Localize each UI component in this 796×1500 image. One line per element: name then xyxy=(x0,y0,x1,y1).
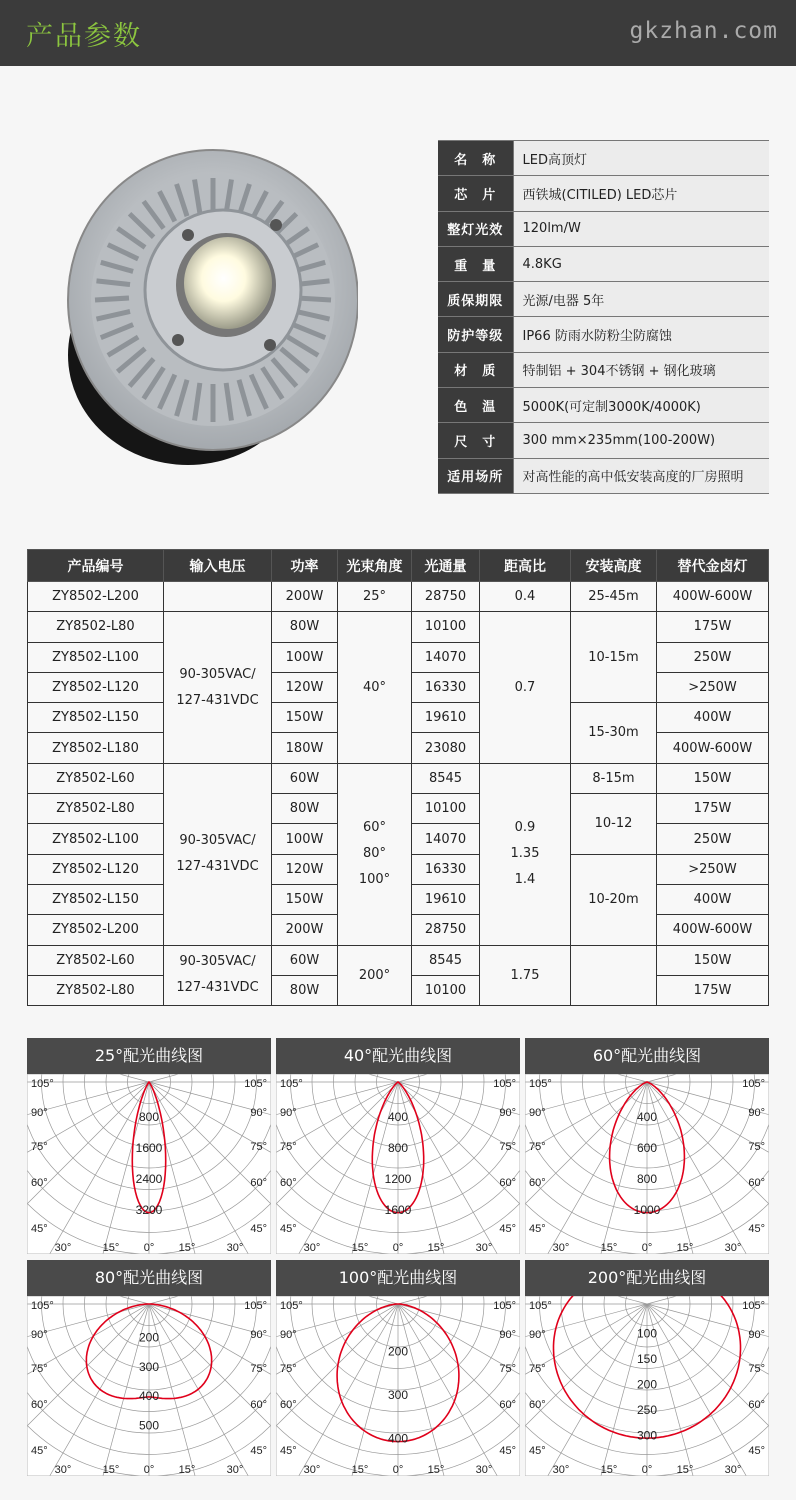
page-title: 产品参数 xyxy=(26,21,142,52)
spec-value: IP66 防雨水防粉尘防腐蚀 xyxy=(513,317,769,352)
radial-tick-label: 200 xyxy=(636,1377,658,1392)
angle-label: 90° xyxy=(250,1107,267,1119)
angle-label: 60° xyxy=(499,1399,516,1411)
replace-cell: 175W xyxy=(657,612,769,642)
radial-tick-label: 250 xyxy=(636,1402,658,1417)
radial-tick-label: 300 xyxy=(387,1388,409,1403)
product-image xyxy=(58,140,358,500)
angle-label: 60° xyxy=(31,1399,48,1411)
power-cell: 80W xyxy=(272,975,338,1005)
polar-chart xyxy=(525,1296,769,1476)
spec-value: 120lm/W xyxy=(513,211,769,246)
angle-label: 45° xyxy=(280,1445,297,1457)
angle-label: 75° xyxy=(748,1141,765,1153)
angle-label: 15° xyxy=(102,1242,120,1254)
angle-label: 75° xyxy=(499,1363,516,1375)
model-cell: ZY8502-L200 xyxy=(28,582,164,612)
flux-cell: 10100 xyxy=(412,612,480,642)
angle-label: 60° xyxy=(31,1177,48,1189)
angle-label: 105° xyxy=(529,1078,552,1090)
model-cell: ZY8502-L120 xyxy=(28,854,164,884)
model-cell: ZY8502-L60 xyxy=(28,763,164,793)
replace-cell: 400W-600W xyxy=(657,915,769,945)
radial-tick-label: 600 xyxy=(636,1141,658,1156)
chart-title: 40°配光曲线图 xyxy=(276,1038,520,1074)
angle-label: 75° xyxy=(31,1141,48,1153)
flux-cell: 8545 xyxy=(412,763,480,793)
radial-tick-label: 300 xyxy=(138,1359,160,1374)
ratio-cell: 1.75 xyxy=(480,945,571,1006)
angle-label: 0° xyxy=(392,1242,404,1254)
beam-angle-cell: 60° 80° 100° xyxy=(338,763,412,945)
radial-tick-label: 3200 xyxy=(135,1203,163,1218)
angle-label: 105° xyxy=(529,1300,552,1312)
spec-value: 西铁城(CITILED) LED芯片 xyxy=(513,176,769,211)
replace-cell: 400W xyxy=(657,884,769,914)
polar-chart-panel xyxy=(27,1038,271,1254)
angle-label: 90° xyxy=(748,1329,765,1341)
column-header: 输入电压 xyxy=(164,550,272,582)
radial-tick-label: 400 xyxy=(387,1431,409,1446)
spec-row xyxy=(438,211,769,246)
angle-label: 30° xyxy=(724,1464,742,1476)
angle-label: 45° xyxy=(31,1445,48,1457)
column-header: 安装高度 xyxy=(571,550,657,582)
flux-cell: 16330 xyxy=(412,854,480,884)
spec-key: 质保期限 xyxy=(438,282,513,317)
spec-key: 芯 片 xyxy=(438,176,513,211)
spec-row xyxy=(438,388,769,423)
replace-cell: 175W xyxy=(657,794,769,824)
power-cell: 150W xyxy=(272,703,338,733)
angle-label: 90° xyxy=(529,1329,546,1341)
angle-label: 75° xyxy=(250,1141,267,1153)
angle-label: 90° xyxy=(499,1329,516,1341)
replace-cell: >250W xyxy=(657,854,769,884)
angle-label: 90° xyxy=(499,1107,516,1119)
spec-table xyxy=(438,140,769,494)
chart-title: 200°配光曲线图 xyxy=(525,1260,769,1296)
polar-chart xyxy=(27,1074,271,1254)
angle-label: 0° xyxy=(392,1464,404,1476)
replace-cell: 400W-600W xyxy=(657,582,769,612)
power-cell: 120W xyxy=(272,672,338,702)
angle-label: 60° xyxy=(529,1177,546,1189)
radial-tick-label: 1000 xyxy=(633,1203,661,1218)
chart-title: 60°配光曲线图 xyxy=(525,1038,769,1074)
angle-label: 75° xyxy=(499,1141,516,1153)
table-row xyxy=(28,763,769,793)
spec-value: 特制铝 + 304不锈钢 + 钢化玻璃 xyxy=(513,352,769,387)
radial-tick-label: 400 xyxy=(387,1110,409,1125)
height-cell: 25-45m xyxy=(571,582,657,612)
power-cell: 200W xyxy=(272,915,338,945)
spec-value: 4.8KG xyxy=(513,246,769,281)
angle-label: 105° xyxy=(742,1078,765,1090)
angle-label: 15° xyxy=(427,1242,445,1254)
replace-cell: 400W-600W xyxy=(657,733,769,763)
spec-key: 色 温 xyxy=(438,388,513,423)
flux-cell: 23080 xyxy=(412,733,480,763)
table-row xyxy=(28,582,769,612)
polar-chart xyxy=(27,1296,271,1476)
radial-tick-label: 800 xyxy=(636,1172,658,1187)
angle-label: 60° xyxy=(250,1177,267,1189)
angle-label: 105° xyxy=(280,1300,303,1312)
radial-tick-label: 1600 xyxy=(384,1203,412,1218)
radial-tick-label: 200 xyxy=(387,1344,409,1359)
watermark: gkzhan.com xyxy=(629,18,778,44)
power-cell: 80W xyxy=(272,794,338,824)
power-cell: 200W xyxy=(272,582,338,612)
power-cell: 100W xyxy=(272,642,338,672)
spec-value: 光源/电器 5年 xyxy=(513,282,769,317)
angle-label: 15° xyxy=(102,1464,120,1476)
flux-cell: 10100 xyxy=(412,794,480,824)
angle-label: 105° xyxy=(742,1300,765,1312)
angle-label: 105° xyxy=(493,1078,516,1090)
angle-label: 15° xyxy=(600,1242,618,1254)
angle-label: 30° xyxy=(54,1464,72,1476)
voltage-cell xyxy=(164,582,272,612)
flux-cell: 14070 xyxy=(412,642,480,672)
angle-label: 90° xyxy=(280,1107,297,1119)
spec-key: 防护等级 xyxy=(438,317,513,352)
spec-row xyxy=(438,176,769,211)
polar-chart-grid xyxy=(27,1038,769,1486)
spec-row xyxy=(438,423,769,458)
angle-label: 90° xyxy=(31,1329,48,1341)
radial-tick-label: 800 xyxy=(138,1110,160,1125)
angle-label: 15° xyxy=(427,1464,445,1476)
spec-value: 对高性能的高中低安装高度的厂房照明 xyxy=(513,458,769,493)
height-cell: 10-15m xyxy=(571,612,657,703)
angle-label: 30° xyxy=(303,1242,321,1254)
spec-row xyxy=(438,282,769,317)
page-header xyxy=(0,0,796,66)
table-row xyxy=(28,612,769,642)
angle-label: 30° xyxy=(724,1242,742,1254)
angle-label: 60° xyxy=(529,1399,546,1411)
spec-key: 名 称 xyxy=(438,141,513,176)
angle-label: 75° xyxy=(31,1363,48,1375)
spec-value: 300 mm×235mm(100-200W) xyxy=(513,423,769,458)
angle-label: 60° xyxy=(499,1177,516,1189)
column-header: 光通量 xyxy=(412,550,480,582)
angle-label: 30° xyxy=(303,1464,321,1476)
radial-tick-label: 300 xyxy=(636,1428,658,1443)
spec-value: LED高顶灯 xyxy=(513,141,769,176)
column-header: 替代金卤灯 xyxy=(657,550,769,582)
flux-cell: 19610 xyxy=(412,703,480,733)
angle-label: 45° xyxy=(250,1445,267,1457)
radial-tick-label: 800 xyxy=(387,1141,409,1156)
angle-label: 105° xyxy=(244,1300,267,1312)
angle-label: 105° xyxy=(244,1078,267,1090)
beam-angle-cell: 25° xyxy=(338,582,412,612)
height-cell: 15-30m xyxy=(571,703,657,764)
model-table xyxy=(27,549,769,1006)
angle-label: 45° xyxy=(31,1223,48,1235)
power-cell: 100W xyxy=(272,824,338,854)
spec-row xyxy=(438,458,769,493)
model-cell: ZY8502-L120 xyxy=(28,672,164,702)
angle-label: 60° xyxy=(250,1399,267,1411)
replace-cell: 150W xyxy=(657,763,769,793)
polar-chart-panel xyxy=(525,1038,769,1254)
angle-label: 45° xyxy=(499,1445,516,1457)
column-header: 功率 xyxy=(272,550,338,582)
height-cell: 8-15m xyxy=(571,763,657,793)
replace-cell: 250W xyxy=(657,642,769,672)
polar-chart xyxy=(276,1296,520,1476)
spec-row xyxy=(438,246,769,281)
flux-cell: 28750 xyxy=(412,915,480,945)
radial-tick-label: 500 xyxy=(138,1418,160,1433)
angle-label: 105° xyxy=(31,1078,54,1090)
power-cell: 60W xyxy=(272,763,338,793)
angle-label: 30° xyxy=(552,1242,570,1254)
angle-label: 45° xyxy=(280,1223,297,1235)
angle-label: 75° xyxy=(280,1141,297,1153)
polar-chart xyxy=(276,1074,520,1254)
angle-label: 105° xyxy=(280,1078,303,1090)
angle-label: 90° xyxy=(748,1107,765,1119)
spec-key: 适用场所 xyxy=(438,458,513,493)
angle-label: 0° xyxy=(143,1242,155,1254)
model-cell: ZY8502-L180 xyxy=(28,733,164,763)
angle-label: 75° xyxy=(748,1363,765,1375)
angle-label: 30° xyxy=(552,1464,570,1476)
angle-label: 75° xyxy=(280,1363,297,1375)
angle-label: 15° xyxy=(351,1464,369,1476)
chart-title: 25°配光曲线图 xyxy=(27,1038,271,1074)
angle-label: 60° xyxy=(280,1177,297,1189)
chart-title: 80°配光曲线图 xyxy=(27,1260,271,1296)
angle-label: 30° xyxy=(475,1242,493,1254)
spec-key: 整灯光效 xyxy=(438,211,513,246)
angle-label: 15° xyxy=(676,1242,694,1254)
model-cell: ZY8502-L200 xyxy=(28,915,164,945)
replace-cell: 175W xyxy=(657,975,769,1005)
flux-cell: 19610 xyxy=(412,884,480,914)
angle-label: 30° xyxy=(475,1464,493,1476)
angle-label: 15° xyxy=(600,1464,618,1476)
height-cell: 10-20m xyxy=(571,854,657,945)
angle-label: 30° xyxy=(226,1242,244,1254)
voltage-cell: 90-305VAC/ 127-431VDC xyxy=(164,945,272,1006)
angle-label: 90° xyxy=(31,1107,48,1119)
radial-tick-label: 1200 xyxy=(384,1172,412,1187)
voltage-cell: 90-305VAC/ 127-431VDC xyxy=(164,763,272,945)
angle-label: 90° xyxy=(529,1107,546,1119)
ratio-cell: 0.4 xyxy=(480,582,571,612)
power-cell: 120W xyxy=(272,854,338,884)
angle-label: 45° xyxy=(529,1445,546,1457)
angle-label: 75° xyxy=(529,1363,546,1375)
model-cell: ZY8502-L100 xyxy=(28,824,164,854)
spec-row xyxy=(438,352,769,387)
height-cell: 10-12 xyxy=(571,794,657,855)
angle-label: 0° xyxy=(641,1242,653,1254)
angle-label: 45° xyxy=(250,1223,267,1235)
heat-sink-fin xyxy=(297,298,331,300)
polar-chart xyxy=(525,1074,769,1254)
angle-label: 60° xyxy=(748,1399,765,1411)
height-cell xyxy=(571,945,657,1006)
table-row xyxy=(28,945,769,975)
heat-sink-fin xyxy=(95,298,129,300)
angle-label: 30° xyxy=(54,1242,72,1254)
angle-label: 105° xyxy=(31,1300,54,1312)
chart-title: 100°配光曲线图 xyxy=(276,1260,520,1296)
model-cell: ZY8502-L150 xyxy=(28,703,164,733)
angle-label: 105° xyxy=(493,1300,516,1312)
polar-chart-panel xyxy=(276,1038,520,1254)
power-cell: 60W xyxy=(272,945,338,975)
spec-value: 5000K(可定制3000K/4000K) xyxy=(513,388,769,423)
radial-tick-label: 200 xyxy=(138,1330,160,1345)
ratio-cell: 0.7 xyxy=(480,612,571,763)
voltage-cell: 90-305VAC/ 127-431VDC xyxy=(164,612,272,763)
replace-cell: 250W xyxy=(657,824,769,854)
flux-cell: 14070 xyxy=(412,824,480,854)
angle-label: 90° xyxy=(250,1329,267,1341)
model-cell: ZY8502-L150 xyxy=(28,884,164,914)
column-header: 光束角度 xyxy=(338,550,412,582)
polar-chart-panel xyxy=(525,1260,769,1476)
flux-cell: 16330 xyxy=(412,672,480,702)
angle-label: 45° xyxy=(748,1445,765,1457)
spec-key: 材 质 xyxy=(438,352,513,387)
radial-tick-label: 400 xyxy=(138,1389,160,1404)
spec-key: 尺 寸 xyxy=(438,423,513,458)
model-cell: ZY8502-L100 xyxy=(28,642,164,672)
polar-chart-panel xyxy=(276,1260,520,1476)
angle-label: 15° xyxy=(178,1464,196,1476)
radial-tick-label: 400 xyxy=(636,1110,658,1125)
beam-angle-cell: 40° xyxy=(338,612,412,763)
model-cell: ZY8502-L80 xyxy=(28,975,164,1005)
radial-tick-label: 100 xyxy=(636,1326,658,1341)
angle-label: 75° xyxy=(250,1363,267,1375)
angle-label: 15° xyxy=(351,1242,369,1254)
polar-chart-panel xyxy=(27,1260,271,1476)
flux-cell: 8545 xyxy=(412,945,480,975)
angle-label: 15° xyxy=(676,1464,694,1476)
angle-label: 45° xyxy=(499,1223,516,1235)
model-cell: ZY8502-L80 xyxy=(28,612,164,642)
spec-row xyxy=(438,317,769,352)
replace-cell: 150W xyxy=(657,945,769,975)
radial-tick-label: 150 xyxy=(636,1351,658,1366)
angle-label: 60° xyxy=(748,1177,765,1189)
angle-label: 60° xyxy=(280,1399,297,1411)
angle-label: 0° xyxy=(641,1464,653,1476)
angle-label: 0° xyxy=(143,1464,155,1476)
replace-cell: >250W xyxy=(657,672,769,702)
column-header: 距高比 xyxy=(480,550,571,582)
power-cell: 150W xyxy=(272,884,338,914)
beam-angle-cell: 200° xyxy=(338,945,412,1006)
angle-label: 15° xyxy=(178,1242,196,1254)
angle-label: 30° xyxy=(226,1464,244,1476)
radial-tick-label: 2400 xyxy=(135,1172,163,1187)
model-cell: ZY8502-L80 xyxy=(28,794,164,824)
power-cell: 180W xyxy=(272,733,338,763)
column-header: 产品编号 xyxy=(28,550,164,582)
angle-label: 75° xyxy=(529,1141,546,1153)
angle-label: 90° xyxy=(280,1329,297,1341)
model-cell: ZY8502-L60 xyxy=(28,945,164,975)
angle-label: 45° xyxy=(748,1223,765,1235)
spec-key: 重 量 xyxy=(438,246,513,281)
spec-row xyxy=(438,141,769,176)
replace-cell: 400W xyxy=(657,703,769,733)
angle-label: 45° xyxy=(529,1223,546,1235)
flux-cell: 10100 xyxy=(412,975,480,1005)
flux-cell: 28750 xyxy=(412,582,480,612)
radial-tick-label: 1600 xyxy=(135,1141,163,1156)
ratio-cell: 0.9 1.35 1.4 xyxy=(480,763,571,945)
power-cell: 80W xyxy=(272,612,338,642)
